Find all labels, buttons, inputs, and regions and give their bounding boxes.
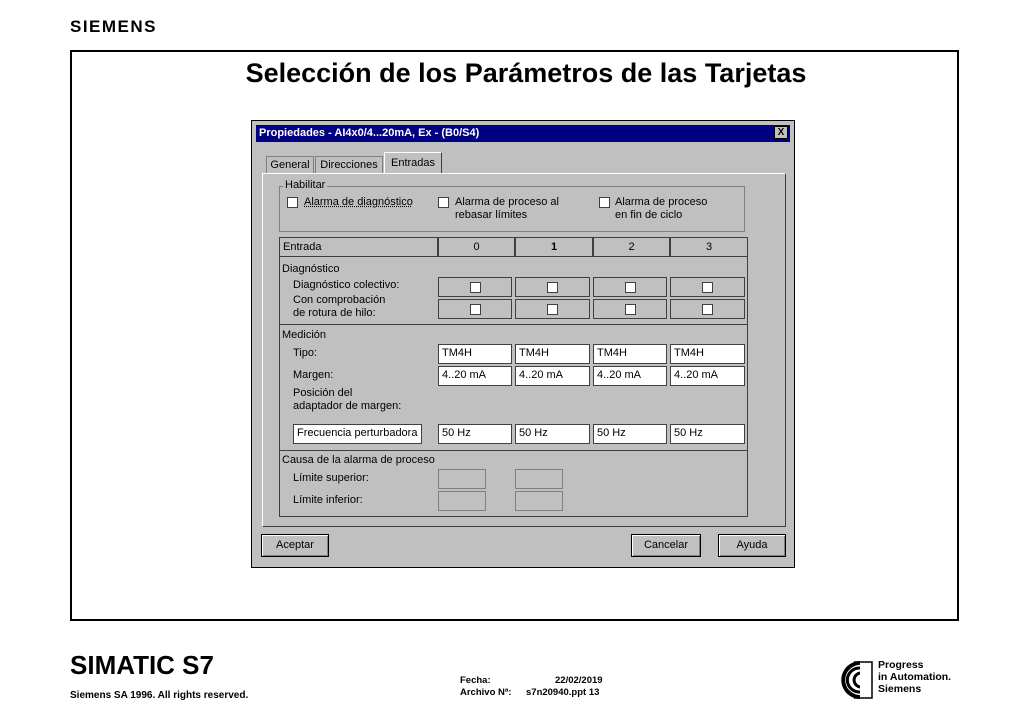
diagnostico-label: Diagnóstico [282, 263, 340, 275]
rotura-hilo-checkbox-0[interactable] [470, 304, 481, 315]
frecuencia-field-0[interactable]: 50 Hz [438, 424, 512, 444]
slogan-line-3: Siemens [878, 683, 922, 695]
margen-field-1[interactable]: 4..20 mA [515, 366, 590, 386]
tab-general[interactable]: General [266, 156, 314, 173]
frecuencia-perturbadora-field[interactable]: Frecuencia perturbadora [293, 424, 422, 444]
limite-superior-label: Límite superior: [293, 472, 369, 484]
limite-inferior-label: Límite inferior: [293, 494, 363, 506]
rotura-hilo-checkbox-2[interactable] [625, 304, 636, 315]
alarma-proceso-limites-checkbox[interactable] [438, 197, 449, 208]
diag-colectivo-cell [670, 277, 745, 297]
rotura-hilo-label: Con comprobación de rotura de hilo: [293, 294, 386, 319]
tipo-field-3[interactable]: TM4H [670, 344, 745, 364]
medicion-label: Medición [282, 329, 327, 341]
slogan-line-2: in Automation. [878, 671, 952, 683]
alarma-proceso-ciclo-label: Alarma de proceso en fin de ciclo [615, 196, 708, 221]
siemens-progress-logo-icon [836, 660, 874, 700]
archivo-value: s7n20940.ppt 13 [526, 687, 600, 698]
margen-field-0[interactable]: 4..20 mA [438, 366, 512, 386]
properties-dialog [251, 120, 795, 568]
rotura-hilo-checkbox-3[interactable] [702, 304, 713, 315]
alarma-diagnostico-label: Alarma de diagnóstico [304, 196, 413, 208]
channel-header-0: 0 [438, 237, 515, 257]
rotura-hilo-cell [515, 299, 590, 319]
fecha-label: Fecha: [460, 675, 491, 686]
limite-inferior-field-0[interactable] [438, 491, 486, 511]
posicion-adaptador-label: Posición del adaptador de margen: [293, 387, 402, 412]
frecuencia-field-1[interactable]: 50 Hz [515, 424, 590, 444]
frecuencia-field-2[interactable]: 50 Hz [593, 424, 667, 444]
ayuda-button[interactable]: Ayuda [718, 534, 786, 557]
section-divider [279, 450, 748, 451]
slogan-line-1: Progress [878, 659, 924, 671]
copyright-text: Siemens SA 1996. All rights reserved. [70, 690, 249, 701]
diagnostico-colectivo-label: Diagnóstico colectivo: [293, 279, 400, 291]
rotura-hilo-cell [593, 299, 667, 319]
margen-field-3[interactable]: 4..20 mA [670, 366, 745, 386]
close-icon[interactable]: X [774, 126, 788, 139]
diag-colectivo-checkbox-0[interactable] [470, 282, 481, 293]
siemens-logo: SIEMENS [70, 17, 158, 36]
alarma-diagnostico-checkbox[interactable] [287, 197, 298, 208]
slide-title: Selección de los Parámetros de las Tarjetas [245, 58, 807, 88]
channel-header-1: 1 [515, 237, 593, 257]
margen-field-2[interactable]: 4..20 mA [593, 366, 667, 386]
tipo-field-2[interactable]: TM4H [593, 344, 667, 364]
diag-colectivo-checkbox-3[interactable] [702, 282, 713, 293]
dialog-titlebar [256, 125, 790, 142]
diag-colectivo-checkbox-1[interactable] [547, 282, 558, 293]
tab-entradas[interactable]: Entradas [384, 152, 442, 174]
alarma-proceso-limites-label: Alarma de proceso al rebasar límites [455, 196, 559, 221]
tipo-label: Tipo: [293, 347, 318, 359]
limite-inferior-field-1[interactable] [515, 491, 563, 511]
diag-colectivo-checkbox-2[interactable] [625, 282, 636, 293]
fecha-value: 22/02/2019 [555, 675, 603, 686]
alarma-proceso-ciclo-checkbox[interactable] [599, 197, 610, 208]
tab-panel [262, 173, 786, 527]
rotura-hilo-cell [670, 299, 745, 319]
frecuencia-field-3[interactable]: 50 Hz [670, 424, 745, 444]
entrada-header: Entrada [279, 237, 438, 257]
dialog-title: Propiedades - AI4x0/4...20mA, Ex - (B0/S4) [259, 127, 480, 139]
progress-slogan [878, 659, 951, 695]
rotura-hilo-cell [438, 299, 512, 319]
cancelar-button[interactable]: Cancelar [631, 534, 701, 557]
tab-direcciones[interactable]: Direcciones [315, 156, 383, 173]
limite-superior-field-0[interactable] [438, 469, 486, 489]
channel-header-2: 2 [593, 237, 670, 257]
rotura-hilo-checkbox-1[interactable] [547, 304, 558, 315]
diag-colectivo-cell [515, 277, 590, 297]
archivo-label: Archivo Nª: [460, 687, 512, 698]
habilitar-label: Habilitar [285, 179, 326, 191]
diag-colectivo-cell [593, 277, 667, 297]
margen-label: Margen: [293, 369, 334, 381]
causa-alarma-label: Causa de la alarma de proceso [282, 454, 435, 466]
limite-superior-field-1[interactable] [515, 469, 563, 489]
aceptar-button[interactable]: Aceptar [261, 534, 329, 557]
channel-header-3: 3 [670, 237, 748, 257]
tipo-field-0[interactable]: TM4H [438, 344, 512, 364]
diag-colectivo-cell [438, 277, 512, 297]
section-divider [279, 324, 748, 325]
product-title: SIMATIC S7 [70, 650, 214, 680]
tipo-field-1[interactable]: TM4H [515, 344, 590, 364]
